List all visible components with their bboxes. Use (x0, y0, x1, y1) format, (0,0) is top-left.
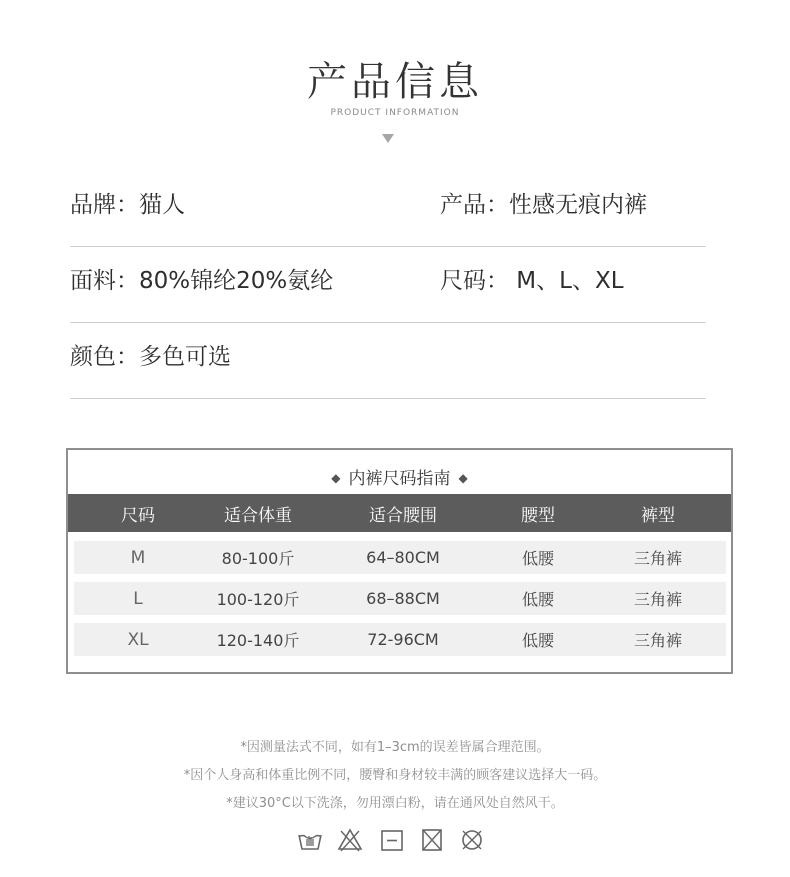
diamond-icon: ◆ (331, 471, 341, 485)
header-cut: 裤型 (641, 505, 675, 526)
section-subtitle: PRODUCT INFORMATION (330, 108, 460, 118)
row-weight: 100-120斤 (216, 590, 300, 609)
row-size: L (133, 588, 143, 609)
table-row (74, 623, 726, 656)
header-size: 尺码 (121, 505, 155, 526)
row-cut: 三角裤 (633, 549, 682, 568)
table-header (68, 494, 731, 532)
row-waist: 72-96CM (367, 630, 439, 649)
down-arrow-icon (382, 134, 394, 143)
section-title: 产品信息 (307, 59, 483, 105)
color-info: 颜色：多色可选 (70, 344, 231, 370)
row-waist-type: 低腰 (521, 590, 554, 609)
row-weight: 80-100斤 (221, 549, 295, 568)
brand-info: 品牌：猫人 (70, 192, 185, 218)
size-guide-table (66, 448, 733, 674)
row-cut: 三角裤 (633, 590, 682, 609)
size-info: 尺码： M、L、XL (440, 268, 624, 294)
row-cut: 三角裤 (633, 631, 682, 650)
header-waist: 适合腰围 (369, 505, 437, 526)
care-icons (296, 826, 496, 856)
header-weight: 适合体重 (224, 505, 292, 526)
row-size: XL (127, 629, 149, 650)
table-row (74, 541, 726, 574)
hand-wash-icon (296, 826, 324, 854)
row-weight: 120-140斤 (216, 631, 300, 650)
product-info: 产品：性感无痕内裤 (440, 192, 647, 218)
row-waist: 68–88CM (366, 589, 440, 608)
row-waist-type: 低腰 (521, 631, 554, 650)
row-waist: 64–80CM (366, 548, 440, 567)
info-row-3 (70, 322, 706, 399)
info-row-2 (70, 246, 706, 323)
note-washing: *建议30°C以下洗涤，勿用漂白粉，请在通风处自然风干。 (226, 796, 564, 811)
info-row-1 (70, 170, 706, 247)
size-guide-title-text: 内裤尺码指南 (348, 469, 451, 489)
note-measurement: *因测量法式不同，如有1–3cm的误差皆属合理范围。 (240, 740, 550, 755)
table-row (74, 582, 726, 615)
size-guide-title (68, 464, 731, 489)
no-bleach-icon (336, 826, 364, 854)
no-tumble-dry-icon (418, 826, 446, 854)
diamond-icon: ◆ (458, 471, 468, 485)
no-dry-clean-icon (458, 826, 486, 854)
row-waist-type: 低腰 (521, 549, 554, 568)
row-size: M (130, 547, 146, 568)
note-size-advice: *因个人身高和体重比例不同，腰臀和身材较丰满的顾客建议选择大一码。 (183, 768, 607, 783)
fabric-info: 面料：80%锦纶20%氨纶 (70, 268, 334, 294)
header-waist-type: 腰型 (521, 505, 555, 526)
dry-flat-icon (378, 826, 406, 854)
